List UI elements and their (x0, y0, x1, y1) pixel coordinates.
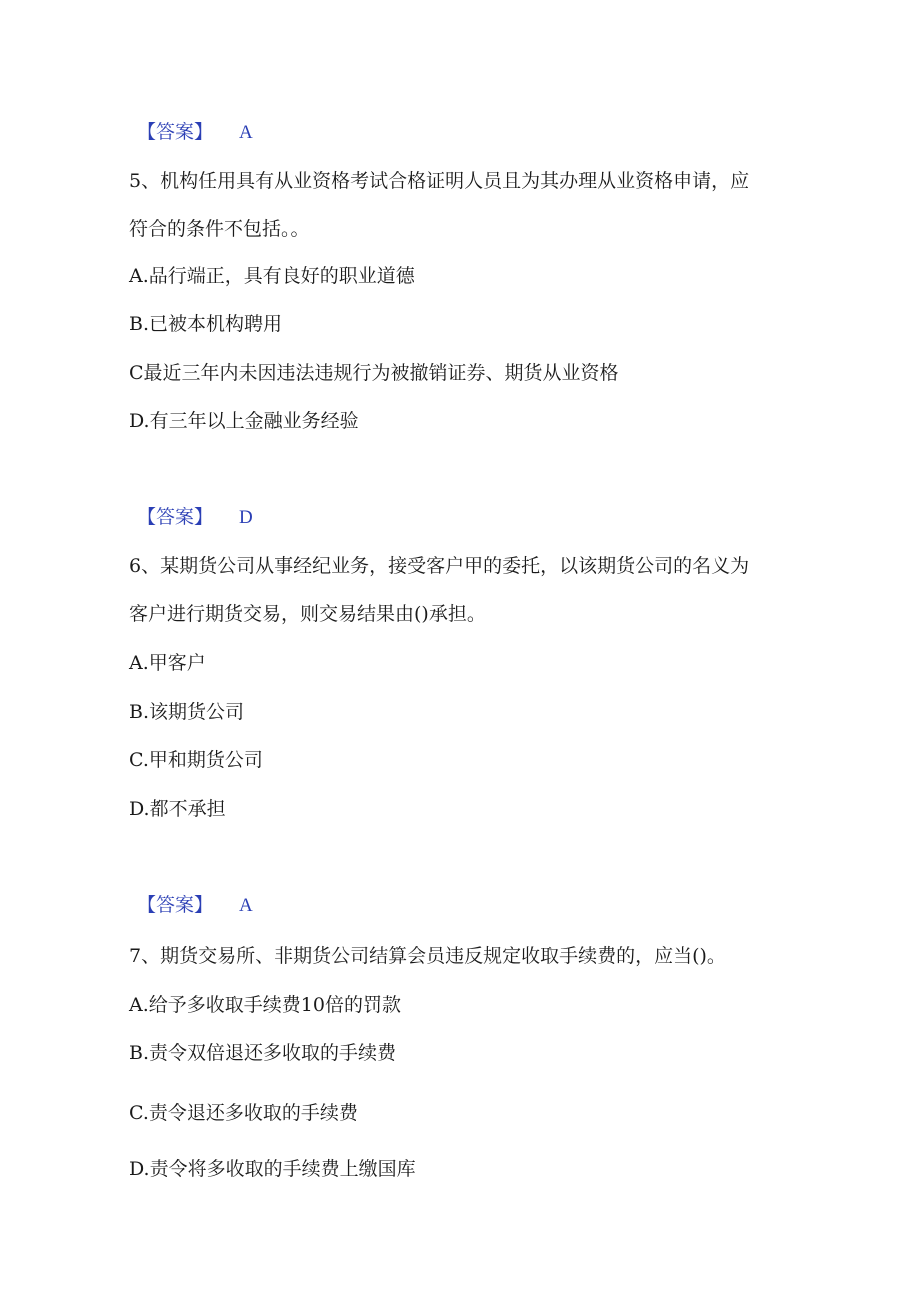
question-7-option-a: A.给予多收取手续费10倍的罚款 (129, 994, 401, 1016)
question-7-option-c: C.责令退还多收取的手续费 (129, 1102, 358, 1124)
question-5-option-c: C最近三年内未因违法违规行为被撤销证券、期货从业资格 (129, 362, 619, 384)
answer-tag: 【答案】 (137, 894, 214, 916)
answer-value: D (239, 507, 253, 528)
question-7-line-1: 7、期货交易所、非期货公司结算会员违反规定收取手续费的，应当()。 (129, 945, 726, 967)
question-6-option-a: A.甲客户 (129, 652, 206, 674)
question-6-option-d: D.都不承担 (129, 798, 226, 820)
answer-line (137, 505, 253, 530)
question-6-line-2: 客户进行期货交易，则交易结果由()承担。 (129, 603, 486, 625)
question-5-option-a: A.品行端正，具有良好的职业道德 (129, 265, 415, 287)
answer-tag: 【答案】 (137, 506, 214, 528)
answer-line (137, 120, 253, 145)
question-5-option-b: B.已被本机构聘用 (129, 313, 283, 335)
answer-line (137, 893, 253, 918)
question-7-option-b: B.责令双倍退还多收取的手续费 (129, 1042, 397, 1064)
question-5-option-d: D.有三年以上金融业务经验 (129, 410, 359, 432)
answer-value: A (239, 122, 253, 143)
question-7-option-d: D.责令将多收取的手续费上缴国库 (129, 1158, 416, 1180)
question-5-line-2: 符合的条件不包括。。 (129, 218, 310, 240)
question-6-line-1: 6、某期货公司从事经纪业务，接受客户甲的委托，以该期货公司的名义为 (129, 555, 750, 577)
question-6-option-b: B.该期货公司 (129, 701, 245, 723)
question-5-line-1: 5、机构任用具有从业资格考试合格证明人员且为其办理从业资格申请，应 (129, 170, 750, 192)
answer-tag: 【答案】 (137, 121, 214, 143)
question-6-option-c: C.甲和期货公司 (129, 749, 263, 771)
answer-value: A (239, 895, 253, 916)
